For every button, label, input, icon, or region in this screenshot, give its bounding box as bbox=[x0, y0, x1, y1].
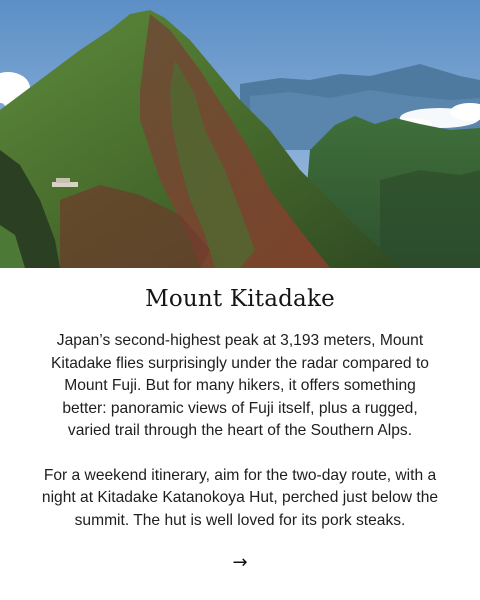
next-arrow-icon[interactable]: → bbox=[232, 552, 248, 573]
article-body bbox=[40, 330, 440, 554]
article-paragraph: For a weekend itinerary, aim for the two-day route, with a night at Kitadake Katanokoya Hut, perched just below the summit. The hut is well loved for its pork steaks. bbox=[41, 466, 439, 529]
mountain-photo-icon bbox=[0, 0, 480, 268]
article-title: Mount Kitadake bbox=[145, 286, 335, 312]
hero-image bbox=[0, 0, 480, 268]
article-paragraph: Japan’s second-highest peak at 3,193 meters, Mount Kitadake flies surprisingly under the radar compared to Mount Fuji. But for many hikers, it offers something better: panoramic views of Fuji itself, plus a rugged, varied trail through the heart of the Southern Alps. bbox=[51, 332, 429, 439]
